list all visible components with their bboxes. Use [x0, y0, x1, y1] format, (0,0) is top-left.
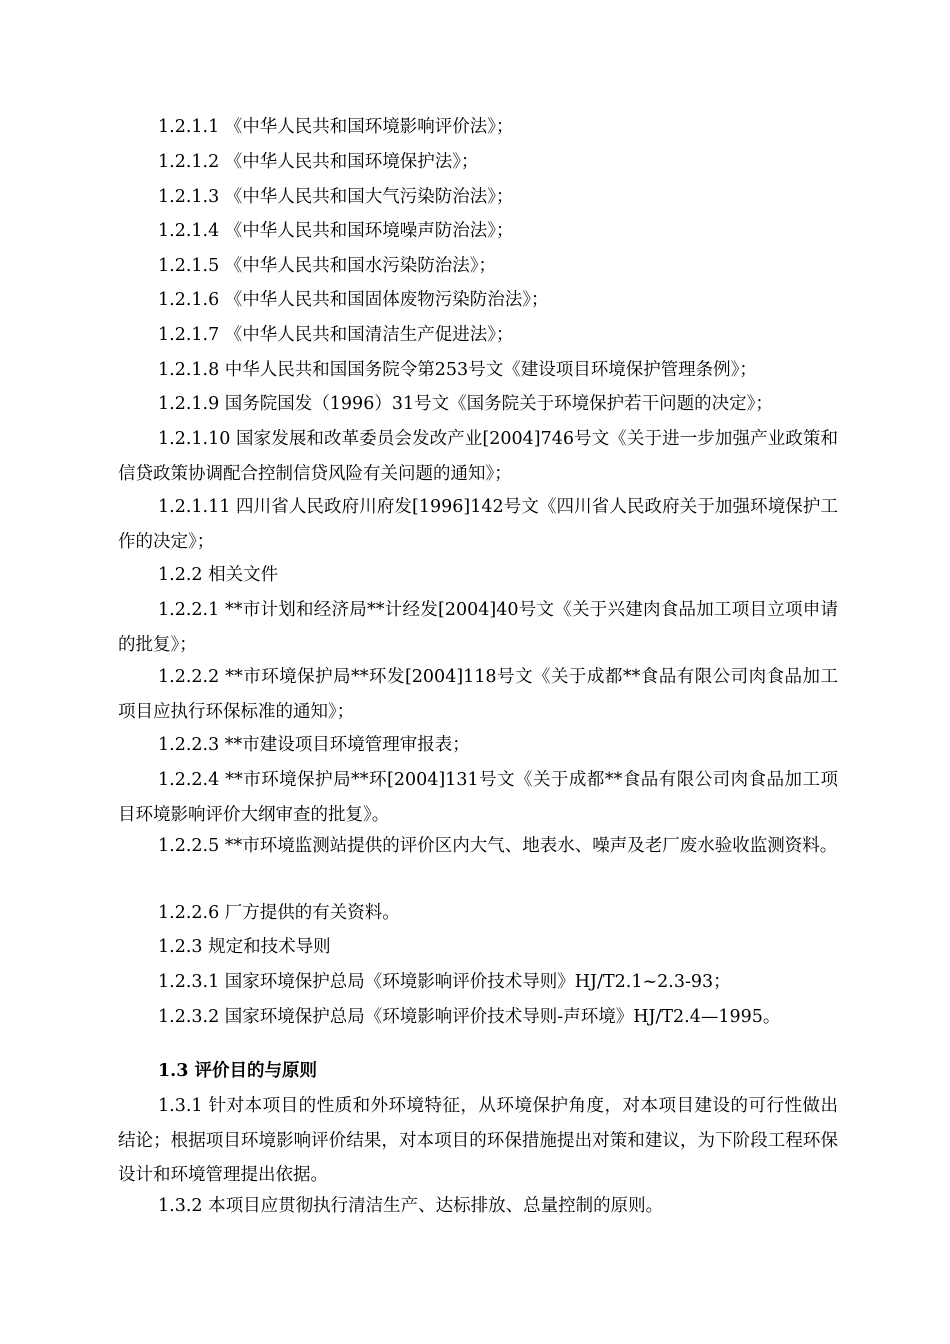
- doc-item-1: 1.2.2.1 **市计划和经济局**计经发[2004]40号文《关于兴建肉食品加工项目立项申请的批复》；: [118, 600, 838, 655]
- law-item-3: 1.2.1.3 《中华人民共和国大气污染防治法》；: [158, 187, 514, 207]
- law-item-4: 1.2.1.4 《中华人民共和国环境噪声防治法》；: [158, 221, 514, 241]
- section-heading-1-3: 1.3 评价目的与原则: [158, 1061, 318, 1081]
- section-regulations: 1.2.3 规定和技术导则: [158, 937, 331, 957]
- law-item-5: 1.2.1.5 《中华人民共和国水污染防治法》；: [158, 256, 497, 276]
- law-item-2: 1.2.1.2 《中华人民共和国环境保护法》；: [158, 152, 479, 172]
- law-item-10: 1.2.1.10 国家发展和改革委员会发改产业[2004]746号文《关于进一步加强产业政策和信贷政策协调配合控制信贷风险有关问题的通知》；: [118, 429, 838, 484]
- law-item-7: 1.2.1.7 《中华人民共和国清洁生产促进法》；: [158, 325, 514, 345]
- law-item-8: 1.2.1.8 中华人民共和国国务院令第253号文《建设项目环境保护管理条例》；: [158, 360, 757, 380]
- doc-item-4: 1.2.2.4 **市环境保护局**环[2004]131号文《关于成都**食品有限公司肉食品加工项目环境影响评价大纲审查的批复》。: [118, 770, 838, 825]
- regulation-item-1: 1.2.3.1 国家环境保护总局《环境影响评价技术导则》HJ/T2.1~2.3-93；: [158, 972, 731, 992]
- doc-item-6: 1.2.2.6 厂方提供的有关资料。: [158, 903, 400, 923]
- doc-item-5: 1.2.2.5 **市环境监测站提供的评价区内大气、地表水、噪声及老厂废水验收监测资料。: [158, 836, 838, 856]
- regulation-item-2: 1.2.3.2 国家环境保护总局《环境影响评价技术导则-声环境》HJ/T2.4—1995。: [158, 1007, 781, 1027]
- law-item-1: 1.2.1.1 《中华人民共和国环境影响评价法》；: [158, 117, 514, 137]
- law-item-9: 1.2.1.9 国务院国发（1996）31号文《国务院关于环境保护若干问题的决定》；: [158, 394, 773, 414]
- law-item-6: 1.2.1.6 《中华人民共和国固体废物污染防治法》；: [158, 290, 549, 310]
- purpose-item-2: 1.3.2 本项目应贯彻执行清洁生产、达标排放、总量控制的原则。: [158, 1196, 664, 1216]
- doc-item-3: 1.2.2.3 **市建设项目环境管理审报表；: [158, 735, 470, 755]
- section-related-docs: 1.2.2 相关文件: [158, 565, 279, 585]
- purpose-item-1: 1.3.1 针对本项目的性质和外环境特征，从环境保护角度，对本项目建设的可行性做出结论；根据项目环境影响评价结果，对本项目的环保措施提出对策和建议，为下阶段工程环保设计和环境管理提出依据。: [118, 1096, 838, 1185]
- doc-item-2: 1.2.2.2 **市环境保护局**环发[2004]118号文《关于成都**食品有限公司肉食品加工项目应执行环保标准的通知》；: [118, 667, 838, 722]
- law-item-11: 1.2.1.11 四川省人民政府川府发[1996]142号文《四川省人民政府关于加强环境保护工作的决定》；: [118, 497, 838, 552]
